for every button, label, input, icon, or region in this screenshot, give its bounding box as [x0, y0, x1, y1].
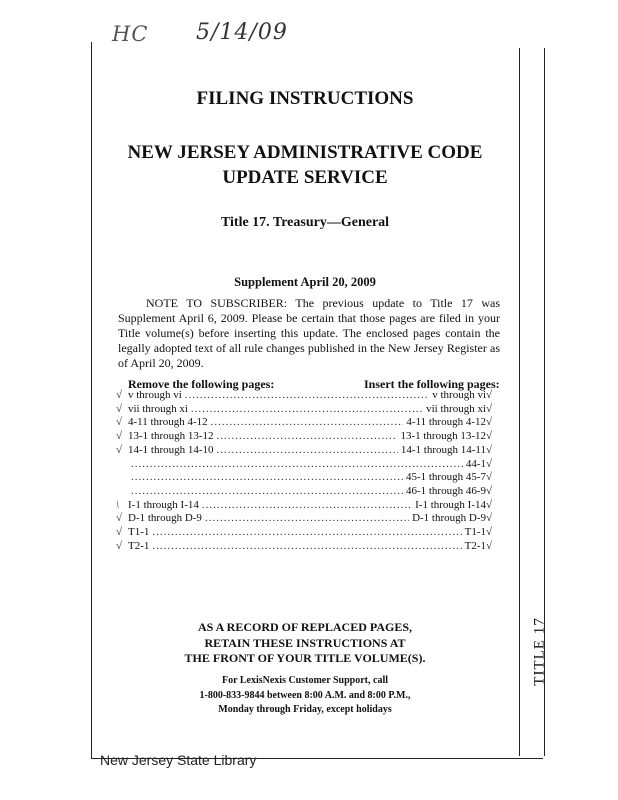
subtitle-line-2: UPDATE SERVICE [222, 167, 388, 188]
insert-pages: 46-1 through 46-9 [405, 484, 486, 497]
dot-leader [152, 526, 461, 540]
insert-pages: 44-1 [465, 457, 486, 470]
insert-pages: 4-11 through 4-12 [406, 416, 486, 429]
support-line-3: Monday through Friday, except holidays [218, 704, 392, 715]
insert-pages: 45-1 through 45-7 [405, 471, 486, 484]
page-replacement-list [116, 389, 500, 553]
insert-pages: T1-1 [464, 526, 486, 539]
handwritten-check-mark: √ [116, 402, 123, 415]
handwritten-check-mark: √ [116, 416, 123, 429]
list-item [116, 403, 500, 417]
list-item [116, 430, 500, 444]
remove-pages: D-1 through D-9 [128, 512, 202, 525]
handwritten-check-icon: √ [486, 457, 493, 470]
handwritten-check-mark: \ [116, 498, 120, 511]
handwritten-check-icon: √ [486, 430, 493, 443]
list-item [116, 458, 500, 472]
dot-leader [202, 499, 412, 513]
handwritten-check-icon: √ [486, 389, 493, 401]
list-item [116, 512, 500, 526]
handwritten-check-mark: √ [116, 443, 123, 456]
list-item [116, 471, 500, 485]
list-item [116, 389, 500, 403]
handwritten-check-icon: √ [486, 443, 493, 456]
list-item [116, 416, 500, 430]
dot-leader [131, 471, 403, 485]
handwritten-check-icon: √ [486, 526, 493, 539]
insert-pages-header: Insert the following pages: [364, 377, 500, 391]
insert-pages: I-1 through I-14 [415, 498, 486, 511]
insert-pages: 13-1 through 13-12 [400, 430, 486, 443]
handwritten-check-icon: √ [486, 471, 493, 484]
remove-pages: v through vi [128, 389, 182, 401]
list-item [116, 540, 500, 554]
remove-pages: 4-11 through 4-12 [128, 416, 208, 429]
handwritten-check-icon: √ [486, 539, 493, 552]
handwritten-check-icon: √ [486, 416, 493, 429]
list-item [116, 499, 500, 513]
subtitle-line-1: NEW JERSEY ADMINISTRATIVE CODE [127, 142, 483, 163]
dot-leader [191, 403, 423, 417]
handwritten-check-mark: √ [116, 512, 123, 525]
handwritten-date: 5/14/09 [196, 20, 288, 45]
handwritten-check-icon: √ [486, 512, 493, 525]
subscriber-note: NOTE TO SUBSCRIBER: The previous update to Title 17 was Supplement April 6, 2009. Please be certain that those pages are filed in your Title volume(s) before inserting this update. The enclosed pages contain the legally adopted text of all rule changes published in the New Jersey Register as of April 20, 2009. [118, 296, 500, 370]
list-item [116, 444, 500, 458]
customer-support-info [91, 674, 519, 718]
list-item [116, 526, 500, 540]
handwritten-initials: HC [112, 22, 149, 46]
document-title: FILING INSTRUCTIONS [196, 88, 414, 109]
insert-pages: T2-1 [464, 539, 486, 552]
handwritten-check-icon: √ [486, 402, 493, 415]
dot-leader [131, 485, 403, 499]
handwritten-check-mark: √ [116, 389, 123, 401]
dot-leader [152, 540, 461, 554]
handwritten-check-icon: √ [486, 498, 493, 511]
handwritten-check-mark: √ [116, 526, 123, 539]
remove-pages: 14-1 through 14-10 [128, 443, 214, 456]
code-title: Title 17. Treasury—General [220, 215, 390, 230]
tab-label [520, 606, 560, 696]
remove-pages: T2-1 [128, 539, 150, 552]
support-line-1: For LexisNexis Customer Support, call [221, 675, 388, 686]
insert-pages: D-1 through D-9 [412, 512, 486, 525]
list-item [116, 485, 500, 499]
remove-pages: T1-1 [128, 526, 150, 539]
library-footer: New Jersey State Library [100, 752, 257, 768]
dot-leader [185, 389, 429, 403]
tab-label-text: TITLE 17 [531, 616, 548, 686]
supplement-date: Supplement April 20, 2009 [234, 275, 376, 289]
dot-leader [217, 444, 398, 458]
record-line-1: AS A RECORD OF REPLACED PAGES, [197, 620, 413, 634]
dot-leader [211, 416, 404, 430]
remove-pages-header: Remove the following pages: [128, 377, 275, 391]
dot-leader [131, 458, 463, 472]
record-line-3: THE FRONT OF YOUR TITLE VOLUME(S). [184, 651, 426, 665]
support-line-2: 1-800-833-9844 between 8:00 A.M. and 8:00 P.M., [199, 689, 411, 701]
remove-pages: 13-1 through 13-12 [128, 430, 214, 443]
handwritten-check-mark: √ [116, 430, 123, 443]
dot-leader [205, 512, 409, 526]
record-notice [91, 620, 519, 667]
insert-pages: vii through xi [426, 402, 486, 415]
record-line-2: RETAIN THESE INSTRUCTIONS AT [204, 635, 406, 650]
handwritten-check-icon: √ [486, 484, 493, 497]
insert-pages: 14-1 through 14-11 [400, 443, 486, 456]
dot-leader [217, 430, 398, 444]
remove-pages: vii through xi [128, 402, 188, 415]
insert-pages: v through vi [432, 389, 486, 401]
handwritten-check-mark: √ [116, 539, 123, 552]
document-subtitle [91, 140, 519, 190]
remove-pages: I-1 through I-14 [128, 498, 199, 511]
